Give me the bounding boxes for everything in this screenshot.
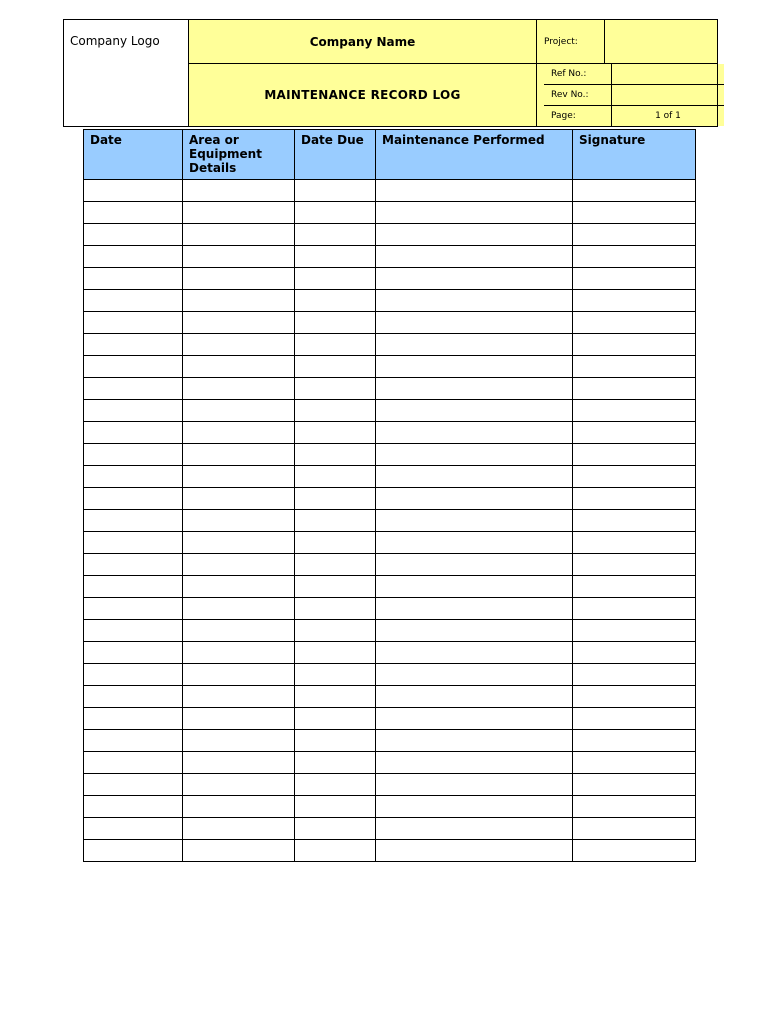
cell-maintenance[interactable] — [376, 840, 573, 862]
cell-area[interactable] — [183, 246, 295, 268]
cell-area[interactable] — [183, 708, 295, 730]
cell-signature[interactable] — [573, 642, 696, 664]
cell-signature[interactable] — [573, 202, 696, 224]
cell-maintenance[interactable] — [376, 818, 573, 840]
cell-maintenance[interactable] — [376, 334, 573, 356]
table-row — [84, 246, 696, 268]
cell-signature[interactable] — [573, 576, 696, 598]
cell-date-due[interactable] — [295, 730, 376, 752]
cell-area[interactable] — [183, 598, 295, 620]
cell-area[interactable] — [183, 488, 295, 510]
company-name: Company Name — [189, 20, 537, 64]
cell-maintenance[interactable] — [376, 576, 573, 598]
cell-signature[interactable] — [573, 378, 696, 400]
cell-date-due[interactable] — [295, 466, 376, 488]
cell-date[interactable] — [84, 312, 183, 334]
cell-area[interactable] — [183, 202, 295, 224]
cell-date[interactable] — [84, 356, 183, 378]
cell-date-due[interactable] — [295, 356, 376, 378]
cell-date[interactable] — [84, 334, 183, 356]
cell-signature[interactable] — [573, 598, 696, 620]
table-row — [84, 422, 696, 444]
cell-signature[interactable] — [573, 510, 696, 532]
meta-label-project: Project: — [537, 20, 605, 64]
table-row — [84, 444, 696, 466]
column-header-signature: Signature — [573, 130, 696, 180]
cell-date-due[interactable] — [295, 444, 376, 466]
cell-signature[interactable] — [573, 180, 696, 202]
table-row — [84, 664, 696, 686]
cell-date-due[interactable] — [295, 620, 376, 642]
cell-area[interactable] — [183, 642, 295, 664]
cell-area[interactable] — [183, 818, 295, 840]
cell-maintenance[interactable] — [376, 268, 573, 290]
table-row — [84, 488, 696, 510]
meta-value-rev[interactable] — [612, 85, 725, 106]
cell-area[interactable] — [183, 224, 295, 246]
cell-maintenance[interactable] — [376, 664, 573, 686]
table-row — [84, 730, 696, 752]
table-row — [84, 818, 696, 840]
cell-area[interactable] — [183, 774, 295, 796]
cell-area[interactable] — [183, 796, 295, 818]
cell-date-due[interactable] — [295, 576, 376, 598]
table-row — [84, 290, 696, 312]
cell-date-due[interactable] — [295, 642, 376, 664]
table-row — [84, 708, 696, 730]
cell-date-due[interactable] — [295, 312, 376, 334]
cell-signature[interactable] — [573, 796, 696, 818]
cell-date[interactable] — [84, 488, 183, 510]
cell-signature[interactable] — [573, 818, 696, 840]
log-body — [84, 180, 696, 862]
table-row — [84, 202, 696, 224]
cell-maintenance[interactable] — [376, 510, 573, 532]
cell-area[interactable] — [183, 466, 295, 488]
cell-maintenance[interactable] — [376, 202, 573, 224]
cell-area[interactable] — [183, 532, 295, 554]
cell-date-due[interactable] — [295, 664, 376, 686]
cell-maintenance[interactable] — [376, 290, 573, 312]
cell-date[interactable] — [84, 510, 183, 532]
cell-area[interactable] — [183, 840, 295, 862]
document-title: MAINTENANCE RECORD LOG — [189, 64, 537, 127]
column-header-maintenance: Maintenance Performed — [376, 130, 573, 180]
cell-maintenance[interactable] — [376, 708, 573, 730]
cell-date[interactable] — [84, 730, 183, 752]
table-row — [84, 334, 696, 356]
column-header-date: Date — [84, 130, 183, 180]
cell-maintenance[interactable] — [376, 686, 573, 708]
table-row — [84, 268, 696, 290]
cell-maintenance[interactable] — [376, 554, 573, 576]
cell-area[interactable] — [183, 422, 295, 444]
cell-date[interactable] — [84, 378, 183, 400]
cell-date[interactable] — [84, 268, 183, 290]
cell-area[interactable] — [183, 576, 295, 598]
cell-area[interactable] — [183, 356, 295, 378]
cell-date-due[interactable] — [295, 818, 376, 840]
cell-maintenance[interactable] — [376, 378, 573, 400]
cell-area[interactable] — [183, 268, 295, 290]
table-row — [84, 554, 696, 576]
cell-maintenance[interactable] — [376, 466, 573, 488]
cell-signature[interactable] — [573, 620, 696, 642]
cell-signature[interactable] — [573, 444, 696, 466]
cell-maintenance[interactable] — [376, 796, 573, 818]
column-header-row — [84, 130, 696, 180]
cell-area[interactable] — [183, 730, 295, 752]
cell-date[interactable] — [84, 664, 183, 686]
table-row — [84, 400, 696, 422]
cell-area[interactable] — [183, 334, 295, 356]
cell-maintenance[interactable] — [376, 488, 573, 510]
cell-date-due[interactable] — [295, 290, 376, 312]
table-row — [84, 796, 696, 818]
table-row — [84, 620, 696, 642]
cell-maintenance[interactable] — [376, 774, 573, 796]
cell-date-due[interactable] — [295, 752, 376, 774]
table-row — [84, 532, 696, 554]
cell-date-due[interactable] — [295, 422, 376, 444]
cell-date[interactable] — [84, 400, 183, 422]
cell-signature[interactable] — [573, 686, 696, 708]
table-row — [84, 752, 696, 774]
cell-maintenance[interactable] — [376, 620, 573, 642]
table-row — [84, 356, 696, 378]
cell-date[interactable] — [84, 554, 183, 576]
table-row — [84, 224, 696, 246]
cell-date-due[interactable] — [295, 774, 376, 796]
cell-date-due[interactable] — [295, 840, 376, 862]
table-row — [84, 180, 696, 202]
cell-date-due[interactable] — [295, 532, 376, 554]
cell-signature[interactable] — [573, 290, 696, 312]
meta-value-ref[interactable] — [612, 64, 725, 85]
cell-date[interactable] — [84, 202, 183, 224]
cell-signature[interactable] — [573, 752, 696, 774]
cell-date-due[interactable] — [295, 686, 376, 708]
cell-area[interactable] — [183, 686, 295, 708]
cell-signature[interactable] — [573, 356, 696, 378]
cell-maintenance[interactable] — [376, 356, 573, 378]
cell-date[interactable] — [84, 642, 183, 664]
cell-date[interactable] — [84, 180, 183, 202]
cell-maintenance[interactable] — [376, 642, 573, 664]
cell-signature[interactable] — [573, 840, 696, 862]
cell-date[interactable] — [84, 752, 183, 774]
cell-signature[interactable] — [573, 224, 696, 246]
cell-maintenance[interactable] — [376, 180, 573, 202]
cell-area[interactable] — [183, 290, 295, 312]
table-row — [84, 598, 696, 620]
cell-signature[interactable] — [573, 268, 696, 290]
cell-maintenance[interactable] — [376, 532, 573, 554]
cell-date-due[interactable] — [295, 180, 376, 202]
cell-signature[interactable] — [573, 400, 696, 422]
cell-signature[interactable] — [573, 708, 696, 730]
table-row — [84, 686, 696, 708]
cell-date[interactable] — [84, 774, 183, 796]
table-row — [84, 642, 696, 664]
cell-maintenance[interactable] — [376, 422, 573, 444]
cell-maintenance[interactable] — [376, 730, 573, 752]
cell-date-due[interactable] — [295, 246, 376, 268]
table-row — [84, 774, 696, 796]
cell-date[interactable] — [84, 290, 183, 312]
cell-date[interactable] — [84, 686, 183, 708]
cell-area[interactable] — [183, 510, 295, 532]
cell-signature[interactable] — [573, 334, 696, 356]
cell-date-due[interactable] — [295, 334, 376, 356]
cell-area[interactable] — [183, 664, 295, 686]
cell-date-due[interactable] — [295, 598, 376, 620]
cell-maintenance[interactable] — [376, 312, 573, 334]
cell-signature[interactable] — [573, 554, 696, 576]
cell-date-due[interactable] — [295, 378, 376, 400]
cell-area[interactable] — [183, 554, 295, 576]
cell-signature[interactable] — [573, 422, 696, 444]
maintenance-log-table — [83, 129, 696, 862]
cell-area[interactable] — [183, 180, 295, 202]
column-header-date-due: Date Due — [295, 130, 376, 180]
cell-maintenance[interactable] — [376, 246, 573, 268]
cell-date-due[interactable] — [295, 796, 376, 818]
cell-area[interactable] — [183, 400, 295, 422]
table-row — [84, 312, 696, 334]
cell-date[interactable] — [84, 466, 183, 488]
cell-signature[interactable] — [573, 488, 696, 510]
cell-date-due[interactable] — [295, 224, 376, 246]
cell-date[interactable] — [84, 224, 183, 246]
cell-area[interactable] — [183, 444, 295, 466]
cell-signature[interactable] — [573, 532, 696, 554]
cell-area[interactable] — [183, 312, 295, 334]
meta-value-project[interactable] — [605, 20, 718, 64]
cell-date[interactable] — [84, 598, 183, 620]
cell-area[interactable] — [183, 378, 295, 400]
cell-date[interactable] — [84, 532, 183, 554]
cell-date-due[interactable] — [295, 510, 376, 532]
cell-maintenance[interactable] — [376, 444, 573, 466]
table-row — [84, 510, 696, 532]
cell-date[interactable] — [84, 708, 183, 730]
meta-label-rev: Rev No.: — [544, 85, 612, 106]
cell-date[interactable] — [84, 840, 183, 862]
cell-date[interactable] — [84, 246, 183, 268]
cell-signature[interactable] — [573, 774, 696, 796]
meta-value-page: 1 of 1 — [612, 106, 725, 127]
cell-date[interactable] — [84, 818, 183, 840]
table-row — [84, 378, 696, 400]
cell-date-due[interactable] — [295, 488, 376, 510]
cell-maintenance[interactable] — [376, 598, 573, 620]
cell-date[interactable] — [84, 576, 183, 598]
meta-label-page: Page: — [544, 106, 612, 127]
cell-date-due[interactable] — [295, 268, 376, 290]
cell-maintenance[interactable] — [376, 752, 573, 774]
cell-maintenance[interactable] — [376, 400, 573, 422]
cell-area[interactable] — [183, 620, 295, 642]
cell-signature[interactable] — [573, 730, 696, 752]
meta-label-ref: Ref No.: — [544, 64, 612, 85]
table-row — [84, 466, 696, 488]
cell-signature[interactable] — [573, 312, 696, 334]
company-logo-placeholder: Company Logo — [64, 20, 189, 127]
table-row — [84, 840, 696, 862]
cell-signature[interactable] — [573, 466, 696, 488]
cell-date-due[interactable] — [295, 708, 376, 730]
cell-date[interactable] — [84, 444, 183, 466]
cell-maintenance[interactable] — [376, 224, 573, 246]
cell-date-due[interactable] — [295, 400, 376, 422]
table-row — [84, 576, 696, 598]
cell-signature[interactable] — [573, 664, 696, 686]
document-header — [63, 19, 718, 127]
cell-date-due[interactable] — [295, 554, 376, 576]
cell-date[interactable] — [84, 620, 183, 642]
cell-date-due[interactable] — [295, 202, 376, 224]
cell-date[interactable] — [84, 422, 183, 444]
cell-date[interactable] — [84, 796, 183, 818]
cell-signature[interactable] — [573, 246, 696, 268]
cell-area[interactable] — [183, 752, 295, 774]
column-header-area: Area or Equipment Details — [183, 130, 295, 180]
